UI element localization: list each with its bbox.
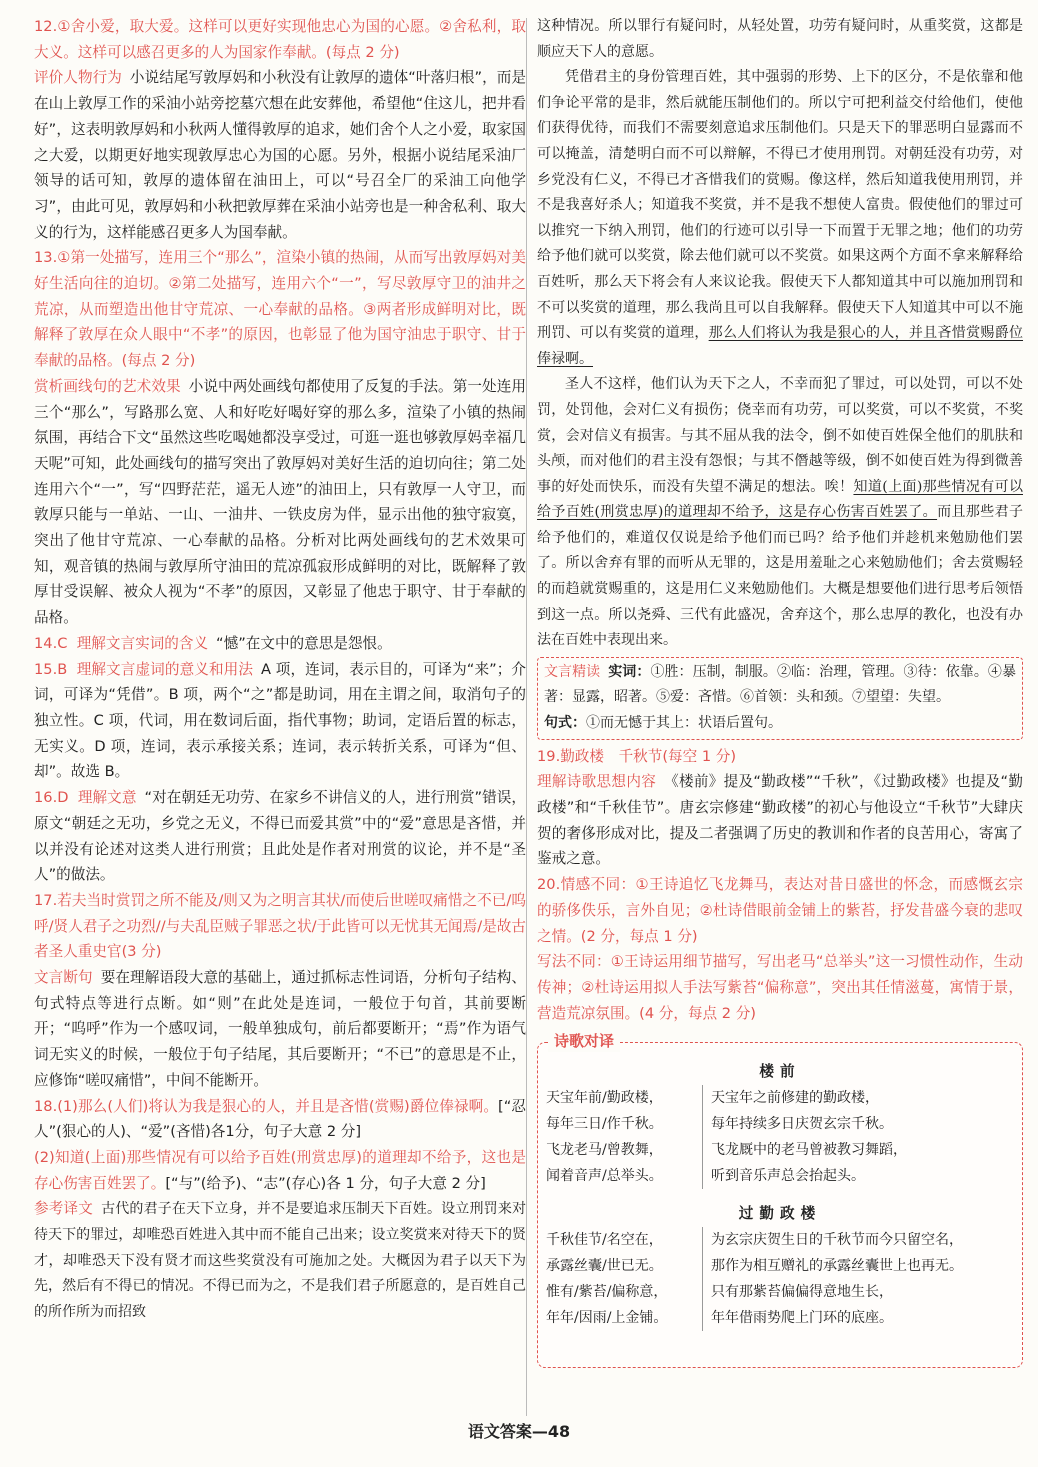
q14-text: “憾”在文中的意思是怨恨。 <box>216 634 392 652</box>
classical-reading-words <box>544 660 1016 711</box>
words-text: ①胜：压制，制服。②临：治理，管理。③待：依靠。④暴著：显露，昭著。⑤爱：吝惜。⑥首领：头和颈。⑦望望：失望。 <box>544 663 1016 706</box>
q18-a2-note: [“与”(给予)、“志”(存心)各 1 分，句子大意 2 分] <box>165 1174 486 1192</box>
left-column <box>34 14 526 1325</box>
q18-a1-note: [“忍人”(狠心的人)、“爱”(吝惜)各1分，句子大意 2 分] <box>34 1097 526 1141</box>
translation-paragraph-1: 这种情况。所以罪行有疑问时，从轻处置，功劳有疑问时，从重奖赏，这都是顺应天下人的意愿。 <box>537 18 1023 60</box>
q14-num: 14.C <box>34 634 68 652</box>
poem2-title: 过勤政楼 <box>738 1205 822 1223</box>
poem1-original <box>546 1085 703 1189</box>
q17-tag: 文言断句 <box>34 969 93 987</box>
translation-paragraph-2 <box>537 65 1023 372</box>
q13-tag: 赏析画线句的艺术效果 <box>34 377 181 395</box>
q15-tag: 理解文言虚词的意义和用法 <box>76 660 254 678</box>
q16 <box>34 785 526 888</box>
reference-translation-tag: 参考译文 <box>34 1200 94 1218</box>
q13-text: 小说中两处画线句都使用了反复的手法。第一处连用三个“那么”，写路那么宽、人和好吃好喝好穿的那么多，渲染了小镇的热闹氛围，再结合下文“虽然这些吃喝她都没享受过，可逛一逛也够敦厚妈幸福几天呢”可知，此处画线句的描写突出了敦厚妈对美好生活的迫切向往；第二处连用六个“一”，写“四野茫茫，遥无人迹”的油田上，只有敦厚一人守卫，而敦厚只能与一单站、一山、一油井、一铁皮房为伴，显示出他的独守寂寞，突出了他甘守荒凉、一心奉献的品格。分析对比两处画线句的艺术效果可知，观音镇的热闹与敦厚所守油田的荒凉孤寂形成鲜明的对比，既解释了敦厚甘受误解、被众人视为“不孝”的原因，又彰显了他忠于职守、甘于奉献的品格。 <box>34 377 526 627</box>
q17-answer: 17.若夫当时赏罚之所不能及/则又为之明言其状/而使后世嗟叹痛惜之不已/呜呼/贤人君子之功烈//与夫乱臣贼子罪恶之状/于此皆可以无忧其无闻焉/是故古者圣人重史官(3 分) <box>34 891 526 961</box>
poem-translation-tag: 诗歌对译 <box>548 1030 620 1052</box>
syntax-label: 句式： <box>544 715 586 732</box>
poem-line: 年年/因雨/上金铺。 <box>546 1310 668 1327</box>
q12-text: 小说结尾写敦厚妈和小秋没有让敦厚的遗体“叶落归根”，而是在山上敦厚工作的采油小站旁挖墓穴想在此安葬他，希望他“住这儿，把井看好”，这表明敦厚妈和小秋两人懂得敦厚的追求，她们舍个人之小爱，取家国之大爱，以期更好地实现敦厚忠心为国的心愿。另外，根据小说结尾采油厂领导的话可知，敦厚的遗体留在油田上，可以“号召全厂的采油工向他学习”，由此可见，敦厚妈和小秋把敦厚葬在采油小站旁也是一种舍私利、取大义的行为，这样能感召更多人为国奉献。 <box>34 69 526 241</box>
poem1-translation <box>703 1085 1014 1189</box>
q15-num: 15.B <box>34 660 68 678</box>
poem-translation-line: 年年借雨势爬上门环的底座。 <box>711 1310 893 1327</box>
reference-translation <box>34 1196 526 1325</box>
translation-p3-underlined: 知道(上面)那些情况有可以给予百姓(刑赏忠厚)的道理却不给予，这是存心伤害百姓罢了。 <box>537 478 1023 521</box>
poem1-grid <box>546 1085 1014 1189</box>
poem-line: 闻着音声/总举头。 <box>546 1168 663 1185</box>
reference-translation-text: 古代的君子在天下立身，并不是要追求压制天下百姓。设立刑罚来对待天下的罪过，却唯恐百姓进入其中而不能自己出来；设立奖赏来对待天下的贤才，却唯恐天下没有贤才而这些奖赏没有可施加之处。大概因为君子以天下为先，然后有不得已的情况。不得已而为之，不是我们君子所愿意的，是百姓自己的所作所为而招致 <box>34 1201 526 1320</box>
poem-line: 每年三日/作千秋。 <box>546 1116 663 1133</box>
translation-p3-rest: 而且那些君子给予他们的，难道仅仅说是给予他们而已吗？给予他们并趁机来勉励他们罢了。所以舍弃有罪的而听从无罪的，这是用羞耻之心来勉励他们；舍去赏赐轻的而趋就赏赐重的，这是用仁义来勉励他们。大概是想要他们进行思考后领悟到这一点。所以尧舜、三代有此盛况，舍弃这个，那么忠厚的教化，也没有办法在百姓中表现出来。 <box>537 504 1023 649</box>
words-label: 实词： <box>608 663 651 680</box>
q19-text: 《楼前》提及“勤政楼”“千秋”，《过勤政楼》也提及“勤政楼”和“千秋佳节”。唐玄宗修建“勤政楼”的初心与他设立“千秋节”大肆庆贺的奢侈形成对比，提及二者强调了历史的教训和作者的良苦用心，寄寓了鉴戒之意。 <box>537 773 1023 868</box>
q15 <box>34 657 526 786</box>
q12-answer: 12.①舍小爱，取大爱。这样可以更好实现他忠心为国的心愿。②舍私利，取大义。这样可以感召更多的人为国家作奉献。(每点 2 分) <box>34 18 526 61</box>
q13-analysis <box>34 374 526 631</box>
q18-a1: 18.(1)那么(人们)将认为我是狠心的人，并且是吝惜(赏赐)爵位俸禄啊。 <box>34 1097 499 1115</box>
translation-p3-text: 圣人不这样，他们认为天下之人，不幸而犯了罪过，可以处罚，可以不处罚，处罚他，会对仁义有损伤；侥幸而有功劳，可以奖赏，可以不奖赏，不奖赏，会对信义有损害。与其不屈从我的法令，倒不如使百姓保全他们的肌肤和头颅，而对他们的君主没有怨恨；与其不僭越等级，倒不如使百姓为得到微善事的好处而快乐，而没有失望不满足的想法。唉！ <box>537 376 1023 495</box>
q16-tag: 理解文意 <box>77 789 137 807</box>
q14 <box>34 631 526 657</box>
q12-analysis <box>34 65 526 245</box>
classical-reading-box <box>537 657 1023 740</box>
q18-a2: (2)知道(上面)那些情况有可以给予百姓(刑赏忠厚)的道理却不给予，这也是存心伤害百姓罢了。 <box>34 1148 526 1192</box>
poem2-translation <box>703 1227 1014 1331</box>
q17-analysis <box>34 965 526 1094</box>
poem-translation-line: 飞龙厩中的老马曾被教习舞蹈， <box>711 1142 907 1159</box>
q15-text: A 项，连词，表示目的，可译为“来”；介词，可译为“凭借”。B 项，两个“之”都是助词，用在主谓之间，取消句子的独立性。C 项，代词，用在数词后面，指代事物；助词，定语后置的标志，无实义。D 项，连词，表示承接关系；连词，表示转折关系，可译为“但、却”。故选 B。 <box>34 660 526 781</box>
classical-reading-tag: 文言精读 <box>544 663 601 680</box>
q19-tag: 理解诗歌思想内容 <box>537 773 657 791</box>
q17-text: 要在理解语段大意的基础上，通过抓标志性词语，分析句子结构、句式特点等进行点断。如“则”在此处是连词，一般位于句首，其前要断开；“呜呼”作为一个感叹词，一般单独成句，前后都要断开；“焉”作为语气词无实义的时候，一般位于句子结尾，其后要断开；“不已”的意思是不止，应修饰“嗟叹痛惜”，中间不能断开。 <box>34 969 526 1089</box>
poem-line: 飞龙老马/曾教舞， <box>546 1142 663 1159</box>
classical-reading-syntax <box>544 711 1016 737</box>
poem-translation-line: 那作为相互赠礼的承露丝囊世上也再无。 <box>711 1258 963 1275</box>
poem-translation-line: 只有那紫苔偏偏得意地生长， <box>711 1284 893 1301</box>
poem-line: 承露丝囊/世已无。 <box>546 1258 663 1275</box>
translation-p2-text: 凭借君主的身份管理百姓，其中强弱的形势、上下的区分，不是依靠和他们争论平常的是非，然后就能压制他们的。所以宁可把利益交付给他们，使他们获得优待，而我们不需要刻意追求压制他们。只是天下的罪恶明白显露而不可以掩盖，清楚明白而不可以辩解，不得已才使用刑罚。对朝廷没有功劳，对乡党没有仁义，不得已才吝惜我们的赏赐。像这样，然后知道我使用刑罚，并不是我喜好杀人；知道我不奖赏，并不是我不想使人富贵。假使他们的罪过可以推究一下纳入刑罚，他们的行迹可以引导一下而置于无罪之地；他们的功劳给予他们就可以奖赏，除去他们就可以不奖赏。如果这两个方面不拿来解释给百姓听，那么天下将会有人来议论我。假使天下人都知道其中可以施加刑罚和不可以奖赏的道理，那么我尚且可以自我解释。假使天下人知道其中可以不施刑罚、可以有奖赏的道理， <box>537 69 1023 342</box>
poem-line: 天宝年前/勤政楼， <box>546 1090 663 1107</box>
poem-translation-line: 天宝年之前修建的勤政楼， <box>711 1090 879 1107</box>
q19-analysis <box>537 769 1023 872</box>
q13-answer: 13.①第一处描写，连用三个“那么”，渲染小镇的热闹，从而写出敦厚妈对美好生活向往的迫切。②第二处描写，连用六个“一”，写尽敦厚守卫的油井之荒凉，从而塑造出他甘守荒凉、一心奉献的品格。③两者形成鲜明对比，既解释了敦厚在众人眼中“不孝”的原因，也彰显了他为国守油忠于职守、甘于奉献的品格。(每点 2 分) <box>34 249 526 370</box>
page-footer: 语文答案—48 <box>467 1422 571 1441</box>
q19-answer: 19.勤政楼 千秋节(每空 1 分) <box>537 747 737 765</box>
poem-translation-box <box>537 1032 1023 1368</box>
poem1-title: 楼前 <box>759 1063 801 1081</box>
poem-line: 惟有/紫苔/偏称意， <box>546 1284 668 1301</box>
poem-line: 千秋佳节/名空在， <box>546 1232 663 1249</box>
right-column <box>537 14 1023 1368</box>
poem2-original <box>546 1227 703 1331</box>
q20-answer-1: 20.情感不同：①王诗追忆飞龙舞马，表达对昔日盛世的怀念，而感慨玄宗的骄侈佚乐，言外自见；②杜诗借眼前金铺上的紫苔，抒发昔盛今衰的悲叹之情。(2 分，每点 1 分) <box>537 876 1023 945</box>
q14-tag: 理解文言实词的含义 <box>76 634 209 652</box>
q18-answer-1 <box>34 1094 526 1145</box>
syntax-text: ①而无憾于其上：状语后置句。 <box>586 715 782 732</box>
poem-translation-line: 每年持续多日庆贺玄宗千秋。 <box>711 1116 893 1133</box>
translation-p2-underlined: 那么人们将认为我是狠心的人，并且吝惜赏赐爵位俸禄啊。 <box>537 325 1024 367</box>
poem2-grid <box>546 1227 1014 1331</box>
poem-translation-line: 听到音乐声总会抬起头。 <box>711 1168 865 1185</box>
translation-paragraph-3 <box>537 372 1023 654</box>
q16-text: “对在朝廷无功劳、在家乡不讲信义的人，进行刑赏”错误，原文“朝廷之无功，乡党之无义，不得已而爱其赏”中的“爱”意思是吝惜，并以并没有论述对这类人进行刑赏；且此处是作者对刑赏的议论，并不是“圣人”的做法。 <box>34 789 527 884</box>
column-divider <box>526 18 527 1416</box>
poem-translation-line: 为玄宗庆贺生日的千秋节而今只留空名， <box>711 1232 963 1249</box>
q16-num: 16.D <box>34 789 69 807</box>
q18-answer-2 <box>34 1145 526 1196</box>
q12-tag: 评价人物行为 <box>34 69 122 87</box>
q20-answer-2: 写法不同：①王诗运用细节描写，写出老马“总举头”这一习惯性动作，生动传神；②杜诗运用拟人手法写紫苔“偏称意”，突出其任情滋蔓，寓情于景，营造荒凉氛围。(4 分，每点 2 分) <box>537 953 1023 1022</box>
